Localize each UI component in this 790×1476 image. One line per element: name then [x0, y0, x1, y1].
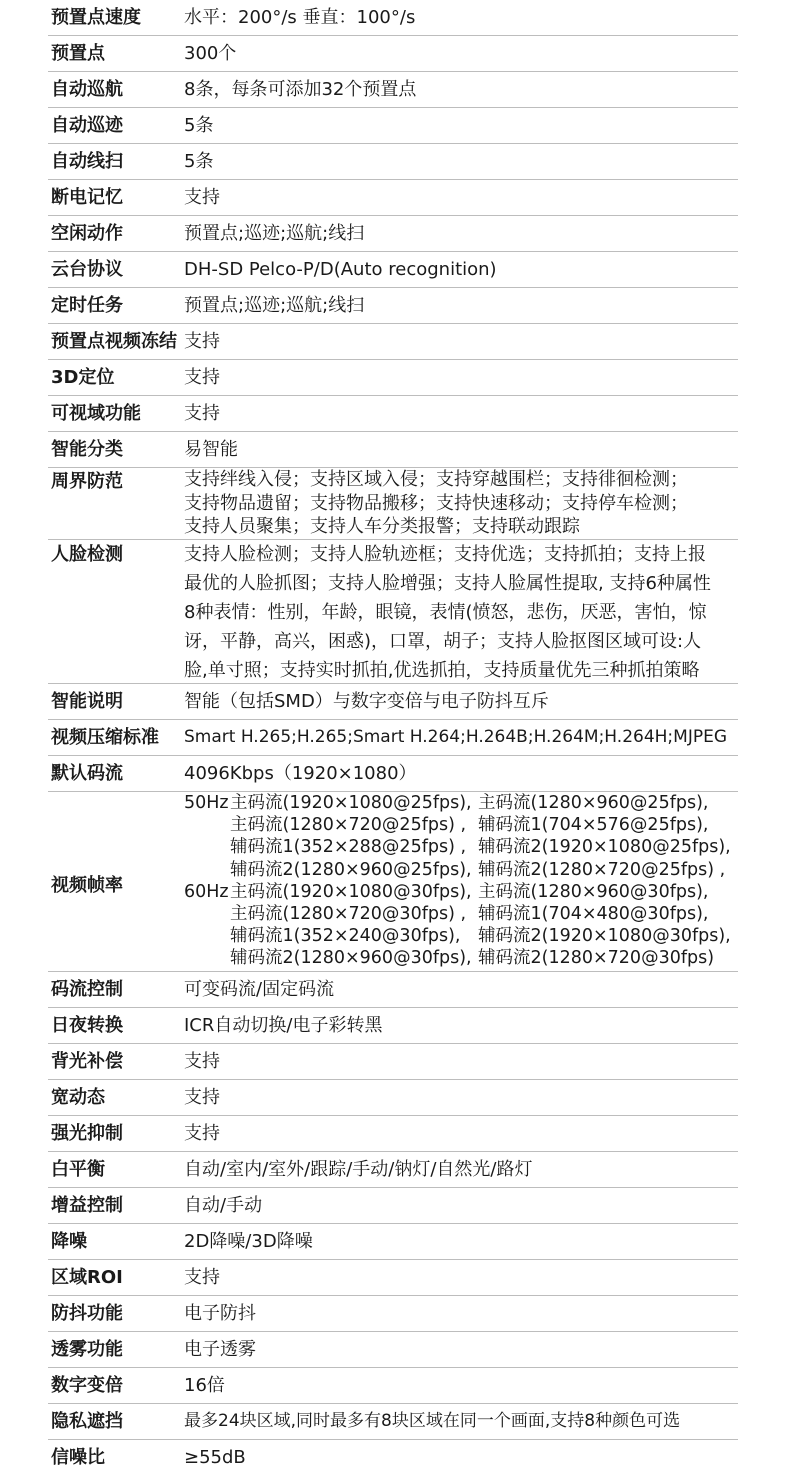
spec-row-snr: [48, 1440, 738, 1476]
spec-label: 视频帧率: [51, 875, 123, 896]
spec-label: 视频压缩标准: [51, 727, 159, 748]
fps-stream: 主码流(1280×720@25fps) ,: [230, 815, 467, 836]
fps-hz: [184, 947, 230, 969]
spec-row-default-bitrate: [48, 756, 738, 792]
spec-row-digital-zoom: [48, 1368, 738, 1404]
fps-line: [184, 859, 734, 881]
fps-stream: 辅码流1(352×240@30fps),: [230, 926, 461, 947]
spec-row-preset-freeze: [48, 324, 738, 360]
spec-row-gain: [48, 1188, 738, 1224]
spec-value: 支持: [184, 1123, 220, 1144]
spec-label: 云台协议: [51, 259, 123, 280]
spec-value: 5条: [184, 115, 214, 136]
spec-value: 支持: [184, 403, 220, 424]
spec-row-defog: [48, 1332, 738, 1368]
fps-stream: 辅码流2(1280×960@25fps),: [230, 859, 472, 880]
spec-value: ≥55dB: [184, 1447, 246, 1468]
spec-value-line: 支持人脸检测；支持人脸轨迹框；支持优选；支持抓拍；支持上报: [184, 544, 706, 565]
spec-label: 降噪: [51, 1231, 87, 1252]
fps-hz: [184, 925, 230, 947]
spec-row-power-memory: [48, 180, 738, 216]
spec-value: 易智能: [184, 439, 238, 460]
spec-value: 4096Kbps（1920×1080）: [184, 763, 417, 784]
spec-label: 防抖功能: [51, 1303, 123, 1324]
spec-value: 支持: [184, 1267, 220, 1288]
spec-value: 可变码流/固定码流: [184, 979, 335, 1000]
fps-stream: 辅码流2(1280×720@30fps): [478, 948, 715, 969]
spec-value: 5条: [184, 151, 214, 172]
fps-hz: [184, 859, 230, 881]
spec-row-privacy-mask: [48, 1404, 738, 1440]
spec-table: [48, 0, 738, 1476]
spec-value: 预置点;巡迹;巡航;线扫: [184, 223, 365, 244]
spec-label: 智能说明: [51, 691, 123, 712]
spec-value: 电子透雾: [184, 1339, 256, 1360]
spec-label: 强光抑制: [51, 1123, 123, 1144]
spec-label: 周界防范: [51, 471, 123, 492]
fps-line: [184, 925, 734, 947]
spec-label: 预置点视频冻结: [51, 331, 177, 352]
fps-stream: 辅码流2(1920×1080@30fps),: [478, 926, 731, 947]
spec-row-wdr: [48, 1080, 738, 1116]
spec-row-idle-action: [48, 216, 738, 252]
spec-value: 智能（包括SMD）与数字变倍与电子防抖互斥: [184, 691, 549, 712]
spec-row-3d-positioning: [48, 360, 738, 396]
fps-stream: 主码流(1280×960@25fps),: [478, 793, 709, 813]
spec-label: 白平衡: [51, 1159, 105, 1180]
spec-label: 区域ROI: [51, 1267, 123, 1288]
spec-row-auto-pattern: [48, 108, 738, 144]
spec-label: 人脸检测: [51, 544, 123, 565]
spec-value: 自动/室内/室外/跟踪/手动/钠灯/自然光/路灯: [184, 1159, 533, 1180]
spec-value: DH-SD Pelco-P/D(Auto recognition): [184, 259, 497, 280]
spec-label: 码流控制: [51, 979, 123, 1000]
fps-hz: [184, 814, 230, 836]
fps-stream: 主码流(1280×720@30fps) ,: [230, 904, 467, 925]
fps-line: [184, 903, 734, 925]
fps-stream: 主码流(1920×1080@30fps),: [230, 881, 472, 902]
spec-value: 8条，每条可添加32个预置点: [184, 79, 417, 100]
spec-label: 预置点速度: [51, 7, 141, 28]
spec-row-bitrate-control: [48, 972, 738, 1008]
fps-hz: [184, 903, 230, 925]
spec-row-compression: [48, 720, 738, 756]
spec-value: [184, 540, 738, 683]
spec-label: 可视域功能: [51, 403, 141, 424]
spec-row-auto-scan: [48, 144, 738, 180]
spec-label: 自动巡航: [51, 79, 123, 100]
fps-stream: 辅码流2(1280×960@30fps),: [230, 948, 472, 969]
spec-row-stabilization: [48, 1296, 738, 1332]
fps-stream: 主码流(1280×960@30fps),: [478, 881, 709, 902]
fps-line: [184, 814, 734, 836]
spec-value: 2D降噪/3D降噪: [184, 1231, 313, 1252]
fps-line: [184, 947, 734, 969]
spec-value: 支持: [184, 1087, 220, 1108]
spec-value-line: 支持人员聚集；支持人车分类报警；支持联动跟踪: [184, 516, 580, 537]
spec-label: 定时任务: [51, 295, 123, 316]
spec-value: 预置点;巡迹;巡航;线扫: [184, 295, 365, 316]
spec-label: 智能分类: [51, 439, 123, 460]
spec-label: 日夜转换: [51, 1015, 123, 1036]
spec-label: 数字变倍: [51, 1375, 123, 1396]
spec-value: [184, 468, 738, 539]
spec-label: 默认码流: [51, 763, 123, 784]
fps-stream: 辅码流1(704×480@30fps),: [478, 904, 709, 925]
spec-value: 水平：200°/s 垂直：100°/s: [184, 7, 416, 28]
spec-row-auto-tour: [48, 72, 738, 108]
spec-label: 宽动态: [51, 1087, 105, 1108]
spec-value: ICR自动切换/电子彩转黑: [184, 1015, 383, 1036]
spec-row-white-balance: [48, 1152, 738, 1188]
fps-hz: 50Hz: [184, 793, 229, 813]
spec-row-frame-rate: [48, 792, 738, 972]
spec-row-ptz-protocol: [48, 252, 738, 288]
spec-value-line: 8种表情：性别，年龄，眼镜，表情(愤怒，悲伤，厌恶，害怕，惊: [184, 602, 707, 623]
spec-row-scheduled-task: [48, 288, 738, 324]
spec-label: 隐私遮挡: [51, 1411, 123, 1432]
spec-label: 自动巡迹: [51, 115, 123, 136]
spec-value: 16倍: [184, 1375, 225, 1396]
spec-row-viewshed: [48, 396, 738, 432]
spec-value-line: 讶，平静，高兴，困惑)，口罩，胡子；支持人脸抠图区域可设:人: [184, 631, 702, 652]
fps-line: [184, 836, 734, 858]
fps-hz: [184, 836, 230, 858]
spec-value: 支持: [184, 367, 220, 388]
fps-line: [184, 881, 734, 903]
spec-value: 最多24块区域,同时最多有8块区域在同一个画面,支持8种颜色可选: [184, 1411, 681, 1431]
spec-value-line: 支持物品遗留；支持物品搬移；支持快速移动；支持停车检测；: [184, 492, 688, 514]
spec-row-day-night: [48, 1008, 738, 1044]
spec-row-perimeter: [48, 468, 738, 540]
spec-row-smart-class: [48, 432, 738, 468]
spec-label: 预置点: [51, 43, 105, 64]
fps-stream: 主码流(1920×1080@25fps),: [230, 793, 472, 813]
spec-label: 透雾功能: [51, 1339, 123, 1360]
spec-label: 背光补偿: [51, 1051, 123, 1072]
fps-stream: 辅码流1(704×576@25fps),: [478, 815, 709, 836]
spec-row-smart-note: [48, 684, 738, 720]
spec-label: 3D定位: [51, 367, 115, 388]
spec-row-face-detection: [48, 540, 738, 684]
spec-label: 断电记忆: [51, 187, 123, 208]
spec-value: 300个: [184, 43, 237, 64]
spec-value: 支持: [184, 187, 220, 208]
fps-stream: 辅码流2(1920×1080@25fps),: [478, 837, 731, 858]
spec-value: [184, 792, 738, 971]
spec-value-line: 最优的人脸抓图；支持人脸增强；支持人脸属性提取, 支持6种属性: [184, 573, 711, 594]
spec-row-blc: [48, 1044, 738, 1080]
spec-label: 自动线扫: [51, 151, 123, 172]
spec-value: Smart H.265;H.265;Smart H.264;H.264B;H.264M;H.264H;MJPEG: [184, 727, 727, 747]
spec-value: 支持: [184, 331, 220, 352]
spec-label: 增益控制: [51, 1195, 123, 1216]
spec-label: 信噪比: [51, 1447, 105, 1468]
spec-value-line: 脸,单寸照；支持实时抓拍,优选抓拍，支持质量优先三种抓拍策略: [184, 660, 700, 681]
fps-hz: 60Hz: [184, 881, 229, 902]
fps-line: [184, 792, 734, 814]
spec-value: 电子防抖: [184, 1303, 256, 1324]
spec-label: 空闲动作: [51, 223, 123, 244]
spec-row-preset-speed: [48, 0, 738, 36]
spec-value-line: 支持绊线入侵；支持区域入侵；支持穿越围栏；支持徘徊检测；: [184, 469, 688, 490]
fps-stream: 辅码流2(1280×720@25fps) ,: [478, 859, 726, 880]
spec-value: 自动/手动: [184, 1195, 263, 1216]
spec-value: 支持: [184, 1051, 220, 1072]
spec-row-noise-reduction: [48, 1224, 738, 1260]
spec-row-roi: [48, 1260, 738, 1296]
spec-row-presets: [48, 36, 738, 72]
spec-row-hlc: [48, 1116, 738, 1152]
fps-stream: 辅码流1(352×288@25fps) ,: [230, 837, 467, 858]
